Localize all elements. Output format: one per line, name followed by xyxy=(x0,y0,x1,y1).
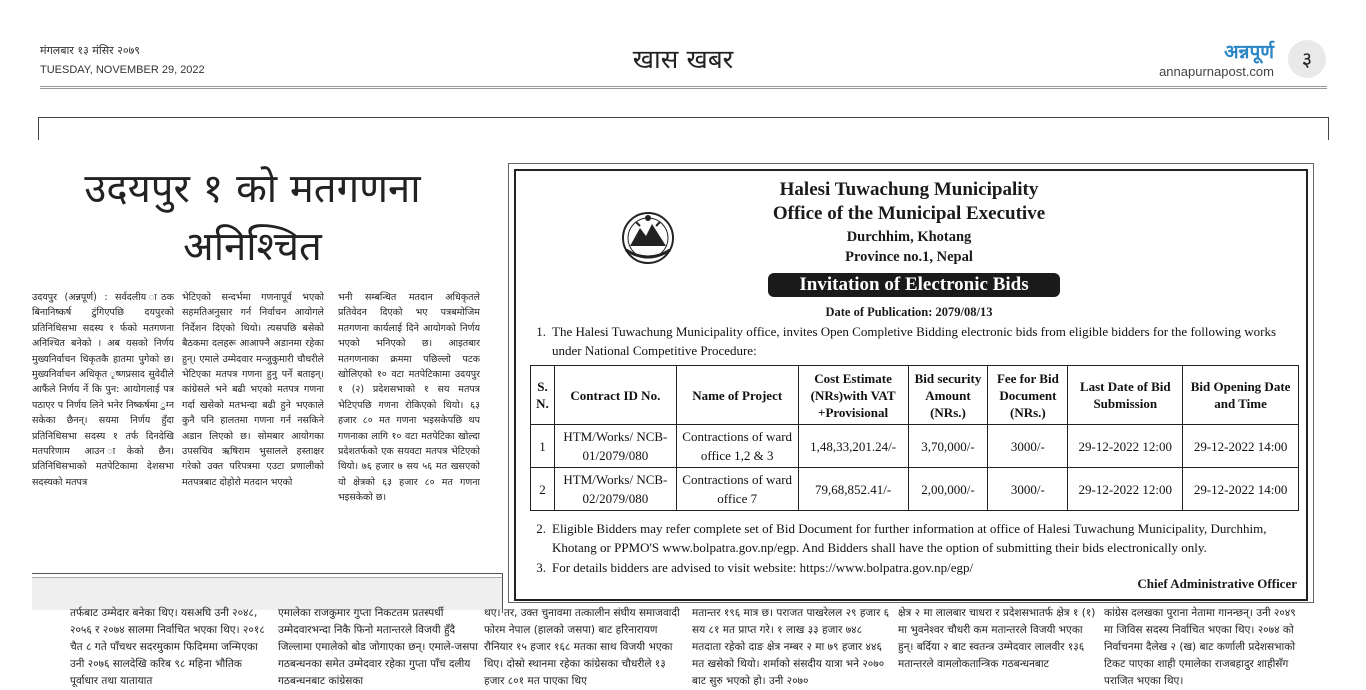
th-sn: S. N. xyxy=(531,366,555,425)
bottom-column-3: थए। तर, उक्त चुनावमा तत्कालीन संघीय समाजवादी फोरम नेपाल (हालको जसपा) बाट हरिनारायण रौनियार १५ हजार १६८ मतका साथ विजयी भएका थिए। दोस्रो स्थानमा रहेका कांग्रेसका चौधरीले १३ हजार ८०१ मत पाएका थिए xyxy=(484,607,680,687)
section-divider-secondary xyxy=(32,577,502,578)
th-project-name: Name of Project xyxy=(676,366,798,425)
th-last-date: Last Date of Bid Submission xyxy=(1068,366,1183,425)
notice-title xyxy=(514,178,1304,226)
cell-contract-id: HTM/Works/ NCB-02/2079/080 xyxy=(554,468,676,511)
th-contract-id: Contract ID No. xyxy=(554,366,676,425)
cell-cost-estimate: 79,68,852.41/- xyxy=(798,468,908,511)
cell-contract-id: HTM/Works/ NCB-01/2079/080 xyxy=(554,425,676,468)
article-column-1: उदयपुर (अन्नपूर्ण) : सर्वदलीय ाठक बिनानिष्कर्ष टुंगिएपछि दयपुरको प्रतिनिधिसभा सदस्य १ र्फको मतगणना अनिश्चित बनेको । अब यसको निर्णय मुख्यनिर्वाचन धिकृतकै हातमा पुगेको छ। मुख्यनिर्वाचन अधिकृत ृष्णप्रसाद सुवेदीले आफैंले निर्णय र्ने कि पुन: आयोगलाई पत्र पठाएर प निर्णय लिने भनेर निष्कर्षमा ुग्न सकेका छैनन्। सयमा निर्णय हुँदा प्रतिनिधिसभा सदस्य १ तर्फ दिनदेखि मतपरिणाम आउन ाकेको छैन। प्रतिनिधिसभाको मतपेटिकामा देशसभा सदस्यको मतपत्र xyxy=(32,292,174,488)
bottom-column-6: कांग्रेस दलखका पुराना नेतामा गानन्छन्। उनी २०४९ मा जिविस सदस्य निर्वाचित भएका थिए। २०७४ को निर्वाचनमा दैलेख २ (ख) बाट कर्णाली प्रदेशसभाको टिकट पाएका शाही एमालेका राजबहादुर शाहीसँग पराजित भएका थिए। xyxy=(1104,607,1296,687)
cell-cost-estimate: 1,48,33,201.24/- xyxy=(798,425,908,468)
notice-invitation-banner: Invitation of Electronic Bids xyxy=(768,273,1060,297)
headline-line-1: उदयपुर १ को मतगणना xyxy=(84,166,421,212)
notice-title-line-1: Halesi Tuwachung Municipality xyxy=(779,179,1039,200)
bottom-column-4: मतान्तर १९६ मात्र छ। पराजत पाखरेलल २९ हजार ६ सय ८१ मत प्राप्त गरे। १ लाख ३३ हजार ७४८ मतदाता रहेको दाङ क्षेत्र नम्बर २ मा ७९ हजार ४४६ मत खसेको थियो। शर्माको संसदीय यात्रा भने २०७० बाट सुरु भएको हो। उनी २०७० xyxy=(692,607,890,687)
cell-bid-security: 2,00,000/- xyxy=(908,468,988,511)
page-number-badge: ३ xyxy=(1288,40,1326,78)
item-2-number: 2. xyxy=(536,521,546,536)
cell-opening-date: 29-12-2022 14:00 xyxy=(1183,425,1299,468)
th-bid-security: Bid security Amount (NRs.) xyxy=(908,366,988,425)
item-1-text: The Halesi Tuwachung Municipality office, invites Open Completive Bidding electronic bids from eligible bidders for the following works under National Competitive Procedure: xyxy=(552,324,1277,358)
article-column-2: भेटिएको सन्दर्भमा गणनापूर्व भएको सहमतिअनुसार गर्न निर्वाचन आयोगले निर्देशन दिएको थियो। त्यसपछि बसेको बैठकमा दलहरू आआफ्नै अडानमा रहेका हुन्। एमाले उम्मेदवार मन्जुकुमारी चौधरीले भेटिएका मतपत्र गणना हुनु पर्ने बताइन्। कांग्रेसले भने बढी भएको मतपत्र गणना गर्दा खसेको मतभन्दा बढी हुने भएकाले कुनै पनि हालतमा गणना गर्न नसकिने अडान लिएको छ। सोमबार आयोगका उपसचिव ऋषिराम भुसालले हस्ताक्षर गरेको उक्त परिपत्रमा एउटा प्रणालीको मतपत्रबाट दोहोरो मतदान भएको xyxy=(182,292,324,488)
cell-fee: 3000/- xyxy=(988,425,1068,468)
bids-table xyxy=(530,365,1299,511)
th-fee: Fee for Bid Document (NRs.) xyxy=(988,366,1068,425)
cell-sn: 2 xyxy=(531,468,555,511)
header-divider xyxy=(40,86,1327,89)
section-title: खास खबर xyxy=(632,45,734,75)
th-cost-estimate: Cost Estimate (NRs)with VAT +Provisional xyxy=(798,366,908,425)
cell-opening-date: 29-12-2022 14:00 xyxy=(1183,468,1299,511)
notice-signatory: Chief Administrative Officer xyxy=(1137,576,1297,591)
th-opening-date: Bid Opening Date and Time xyxy=(1183,366,1299,425)
cell-fee: 3000/- xyxy=(988,468,1068,511)
header-date-nepali: मंगलबार १३ मंसिर २०७९ xyxy=(40,44,141,57)
brand-logo: अन्नपूर्ण xyxy=(1224,41,1274,63)
bottom-column-5: क्षेत्र २ मा लालबार चाधरा र प्रदेशसभातर्फ क्षेत्र १ (१) मा भुवनेश्वर चौधरी कम मतान्तरले विजयी भएका हुन्। बर्दिया २ बाट स्वतन्त्र उम्मेदवार लालवीर १३६ मतान्तरले वामलोकतान्त्रिक गठबन्धनबाट xyxy=(898,607,1096,670)
cell-last-date: 29-12-2022 12:00 xyxy=(1068,468,1183,511)
item-2-text: Eligible Bidders may refer complete set of Bid Document for further information at office of Halesi Tuwachung Municipality, Durchhim, Khotang or PPMO'S www.bolpatra.gov.np/egp. And Bidders shall have the option of submitting their bids electronically only. xyxy=(552,521,1267,555)
table-header-row xyxy=(531,366,1299,425)
bottom-column-2: एमालेका राजकुमार गुप्ता निकटतम प्रतस्पर्धी उम्मेदवारभन्दा निकै फिनो मतान्तरले विजयी हुँदै जिल्लामा एमालेको बोड जोगाएका छन्। एमाले-जसपा गठबन्धनका समेत उम्मेदवार रहेका गुप्ता पाँच दलीय गठबन्धनबाट कांग्रेसका xyxy=(278,607,478,687)
cell-project-name: Contractions of ward office 1,2 & 3 xyxy=(676,425,798,468)
article-headline xyxy=(40,160,465,276)
bottom-column-1: तर्फबाट उम्मेदार बनेका थिए। यसअघि उनी २०४८, २०५६ र २०७४ सालमा निर्वाचित भएका थिए। २०१८ चैत ८ गते पाँचथर सदरमुकाम फिदिममा जन्मिएका उनी २०७६ सालदेखि करिब ९८ महिना भौतिक पूर्वाधार तथा यातायात xyxy=(70,607,265,687)
publication-date: Date of Publication: 2079/08/13 xyxy=(825,305,993,319)
section-divider xyxy=(32,573,502,574)
cell-sn: 1 xyxy=(531,425,555,468)
notice-address-line-1: Durchhim, Khotang xyxy=(846,229,972,245)
article-column-3: भनी सम्बन्धित मतदान अधिकृतले प्रतिवेदन दिएको भए पत्रबमोजिम मतगणना कार्यलाई दिने आयोगको निर्णय भएको भनिएको छ। आइतबार मतगणनाका क्रममा पछिल्लो पटक खोलिएको १० वटा मतपेटिकामा उदयपुर १ (२) प्रदेशसभाको १ सय मतपत्र भेटिएपछि गणना रोकिएको थियो। ६३ हजार ८० मत गणना भइसकेपछि थप गणनाका लागि १० वटा मतपेटिका खोल्दा प्रदेशतर्फको एक सयवटा मतपत्र भेटिएको थियो। ७६ हजार ७ सय ५६ मत खसएको यो क्षेत्रको ६३ हजार ८० मत गणना भइसकेको छ। xyxy=(338,292,480,504)
header-date-english: TUESDAY, NOVEMBER 29, 2022 xyxy=(40,64,205,76)
item-3-text: For details bidders are advised to visit website: https://www.bolpatra.gov.np/egp/ xyxy=(552,560,974,575)
notice-title-line-2: Office of the Municipal Executive xyxy=(772,203,1046,224)
cell-bid-security: 3,70,000/- xyxy=(908,425,988,468)
table-row xyxy=(531,425,1299,468)
item-1-number: 1. xyxy=(536,324,546,339)
cell-last-date: 29-12-2022 12:00 xyxy=(1068,425,1183,468)
notice-address-line-2: Province no.1, Nepal xyxy=(845,249,973,265)
advert-box-frame xyxy=(38,117,1329,140)
brand-url: annapurnapost.com xyxy=(1159,64,1274,79)
headline-line-2: अनिश्चित xyxy=(183,224,322,270)
item-3-number: 3. xyxy=(536,560,546,575)
table-row xyxy=(531,468,1299,511)
cell-project-name: Contractions of ward office 7 xyxy=(676,468,798,511)
